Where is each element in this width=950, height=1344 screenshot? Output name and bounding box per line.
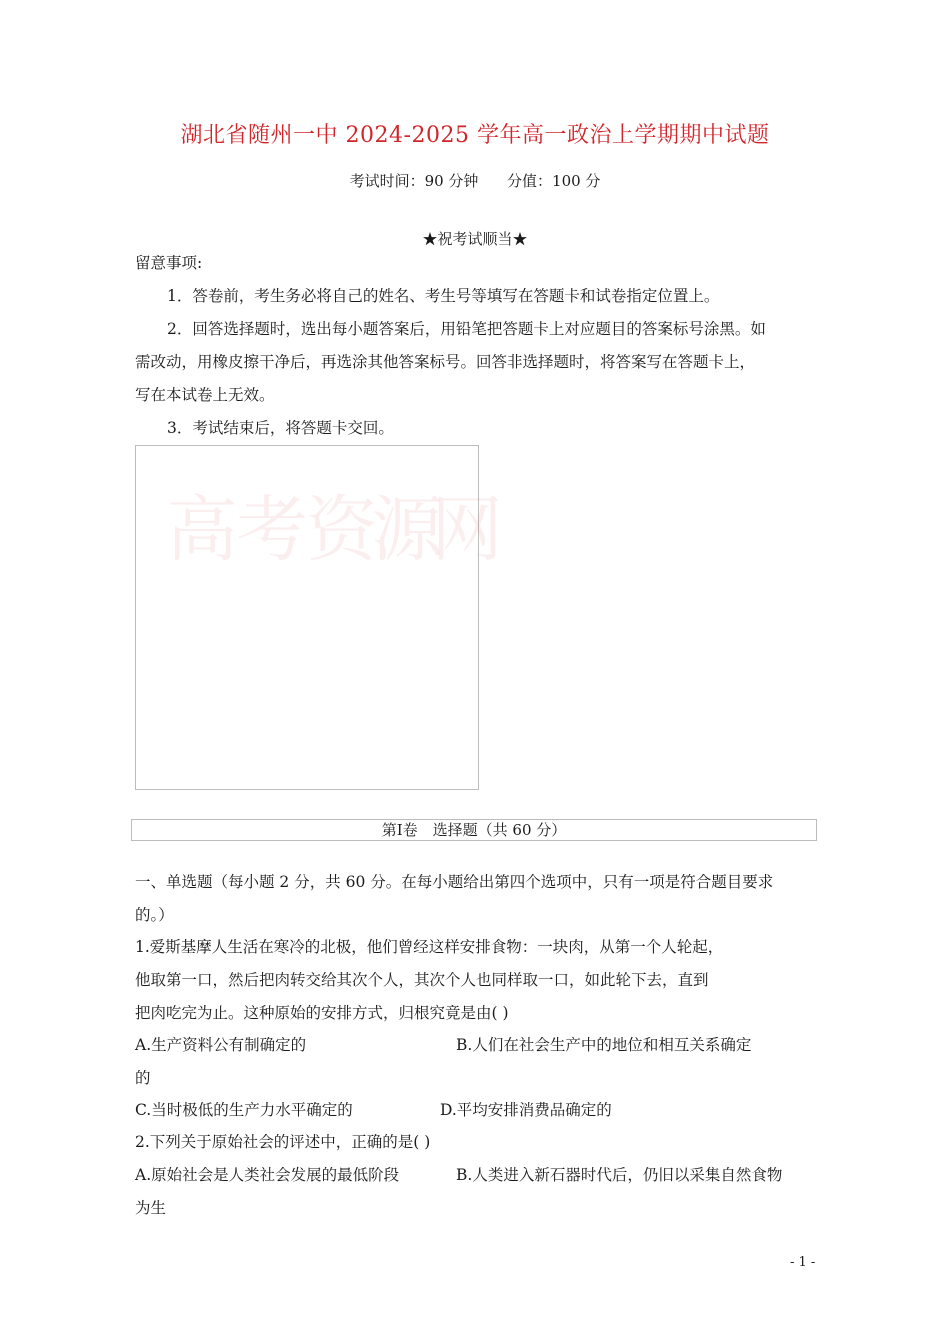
blessing-line: ★祝考试顺当★ xyxy=(422,230,528,248)
question-2-option-b-cont: 为生 xyxy=(135,1199,167,1217)
watermark-char: 高 xyxy=(154,491,238,563)
section-intro: 一、单选题（每小题 2 分，共 60 分。在每小题给出第四个选项中，只有一项是符合题目要求 xyxy=(135,873,774,891)
question-1-stem: 1.爱斯基摩人生活在寒冷的北极，他们曾经这样安排食物：一块肉，从第一个人轮起， xyxy=(135,938,724,956)
image-placeholder-box xyxy=(135,445,503,790)
question-1-option-b: B.人们在社会生产中的地位和相互关系确定 xyxy=(456,1036,752,1054)
notes-heading: 留意事项: xyxy=(135,254,203,272)
question-2-option-b: B.人类进入新石器时代后，仍旧以采集自然食物 xyxy=(456,1166,783,1184)
question-1-option-c: C.当时极低的生产力水平确定的 xyxy=(135,1101,353,1119)
note-item-2-line-2: 需改动，用橡皮擦干净后，再选涂其他答案标号。回答非选择题时，将答案写在答题卡上， xyxy=(135,353,756,371)
note-item-3: 3．考试结束后，将答题卡交回。 xyxy=(167,419,394,437)
exam-info: 考试时间：90 分钟 分值：100 分 xyxy=(349,172,601,190)
watermark-char: 资 xyxy=(294,491,378,563)
page-number: - 1 - xyxy=(790,1255,816,1270)
section-intro-line-2: 的。） xyxy=(135,906,174,924)
watermark xyxy=(144,491,503,731)
section-title-bar: 第Ⅰ卷 选择题（共 60 分） xyxy=(131,819,817,841)
question-2-option-a: A.原始社会是人类社会发展的最低阶段 xyxy=(135,1166,400,1184)
question-1-option-a: A.生产资料公有制确定的 xyxy=(135,1036,307,1054)
watermark-char: 网 xyxy=(419,491,503,563)
question-1-stem-line-3: 把肉吃完为止。这种原始的安排方式，归根究竟是由( ) xyxy=(135,1004,509,1022)
note-item-1: 1．答卷前，考生务必将自己的姓名、考生号等填写在答题卡和试卷指定位置上。 xyxy=(167,287,720,305)
exam-title: 湖北省随州一中 2024-2025 学年高一政治上学期期中试题 xyxy=(180,123,770,148)
note-item-2-line-3: 写在本试卷上无效。 xyxy=(135,386,275,404)
question-1-stem-line-2: 他取第一口，然后把肉转交给其次个人，其次个人也同样取一口，如此轮下去，直到 xyxy=(135,971,709,989)
question-2-stem: 2.下列关于原始社会的评述中，正确的是( ) xyxy=(135,1133,431,1151)
question-1-option-d: D.平均安排消费品确定的 xyxy=(440,1101,612,1119)
question-1-option-b-cont: 的 xyxy=(135,1069,151,1087)
watermark-char: 源 xyxy=(359,491,443,563)
watermark-char: 考 xyxy=(224,491,308,563)
note-item-2: 2．回答选择题时，选出每小题答案后，用铅笔把答题卡上对应题目的答案标号涂黑。如 xyxy=(167,320,766,338)
